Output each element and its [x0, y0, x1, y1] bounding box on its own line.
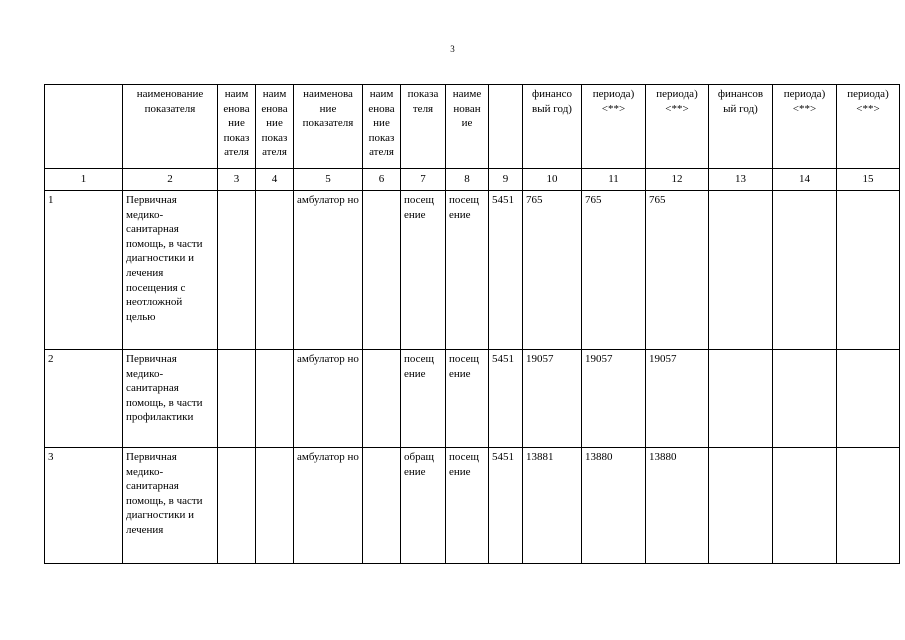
table-cell: 13881: [523, 448, 582, 564]
header-cell: наименова ние показателя: [294, 85, 363, 169]
table-cell: посещ ение: [401, 191, 446, 350]
column-number: 14: [773, 169, 837, 191]
table-cell: 13880: [582, 448, 646, 564]
header-cell: периода) <**>: [837, 85, 900, 169]
table-cell: [837, 350, 900, 448]
table-cell: [218, 191, 256, 350]
table-cell: посещ ение: [401, 350, 446, 448]
table-cell: 5451: [489, 191, 523, 350]
header-cell: показа теля: [401, 85, 446, 169]
table-cell: 765: [523, 191, 582, 350]
table-cell: посещ ение: [446, 448, 489, 564]
header-cell: финансов ый год): [709, 85, 773, 169]
column-number: 12: [646, 169, 709, 191]
table-cell: 5451: [489, 350, 523, 448]
header-cell: [45, 85, 123, 169]
column-number: 7: [401, 169, 446, 191]
table-cell: амбулатор но: [294, 191, 363, 350]
table-row: [45, 448, 900, 564]
header-cell: финансо вый год): [523, 85, 582, 169]
table-cell: амбулатор но: [294, 350, 363, 448]
header-cell: [489, 85, 523, 169]
header-cell: периода) <**>: [773, 85, 837, 169]
table-cell: [709, 448, 773, 564]
header-cell: наим енова ние показ ателя: [256, 85, 294, 169]
table-cell: 19057: [582, 350, 646, 448]
table-cell: 19057: [523, 350, 582, 448]
table-cell: [773, 350, 837, 448]
column-number: 3: [218, 169, 256, 191]
table-cell: [256, 448, 294, 564]
table-cell: Первичная медико-санитарная помощь, в части диагностики и лечения: [123, 448, 218, 564]
table-cell: [773, 191, 837, 350]
header-cell: наим енова ние показ ателя: [218, 85, 256, 169]
column-number: 8: [446, 169, 489, 191]
table-cell: [773, 448, 837, 564]
table-cell: [837, 448, 900, 564]
header-cell: периода) <**>: [582, 85, 646, 169]
table-cell: [218, 448, 256, 564]
column-number: 15: [837, 169, 900, 191]
table-cell: 765: [582, 191, 646, 350]
table-cell: обращ ение: [401, 448, 446, 564]
column-number: 13: [709, 169, 773, 191]
table-cell: 13880: [646, 448, 709, 564]
column-number: 4: [256, 169, 294, 191]
table-cell: посещ ение: [446, 350, 489, 448]
column-number: 1: [45, 169, 123, 191]
column-number: 2: [123, 169, 218, 191]
table-cell: посещ ение: [446, 191, 489, 350]
table-cell: [256, 350, 294, 448]
table-cell: 765: [646, 191, 709, 350]
table-cell: 5451: [489, 448, 523, 564]
table-cell: [363, 350, 401, 448]
table-cell: [363, 448, 401, 564]
header-row: [45, 85, 900, 169]
column-number: 9: [489, 169, 523, 191]
table-cell: [256, 191, 294, 350]
table-cell: [218, 350, 256, 448]
table-cell: 1: [45, 191, 123, 350]
header-cell: периода) <**>: [646, 85, 709, 169]
column-number: 10: [523, 169, 582, 191]
table-cell: 2: [45, 350, 123, 448]
table-cell: амбулатор но: [294, 448, 363, 564]
indicators-table: [44, 84, 900, 564]
header-cell: наименование показателя: [123, 85, 218, 169]
table-cell: [837, 191, 900, 350]
table-cell: 3: [45, 448, 123, 564]
column-number: 5: [294, 169, 363, 191]
header-cell: наиме нован ие: [446, 85, 489, 169]
header-cell: наим енова ние показ ателя: [363, 85, 401, 169]
column-number: 6: [363, 169, 401, 191]
table-cell: [363, 191, 401, 350]
page-number: 3: [450, 44, 455, 54]
column-number: 11: [582, 169, 646, 191]
table-row: [45, 191, 900, 350]
table-cell: 19057: [646, 350, 709, 448]
table-cell: [709, 191, 773, 350]
table-cell: Первичная медико-санитарная помощь, в части профилактики: [123, 350, 218, 448]
table-cell: Первичная медико-санитарная помощь, в части диагностики и лечения посещения с неотложной целью: [123, 191, 218, 350]
column-number-row: [45, 169, 900, 191]
table-row: [45, 350, 900, 448]
table-cell: [709, 350, 773, 448]
